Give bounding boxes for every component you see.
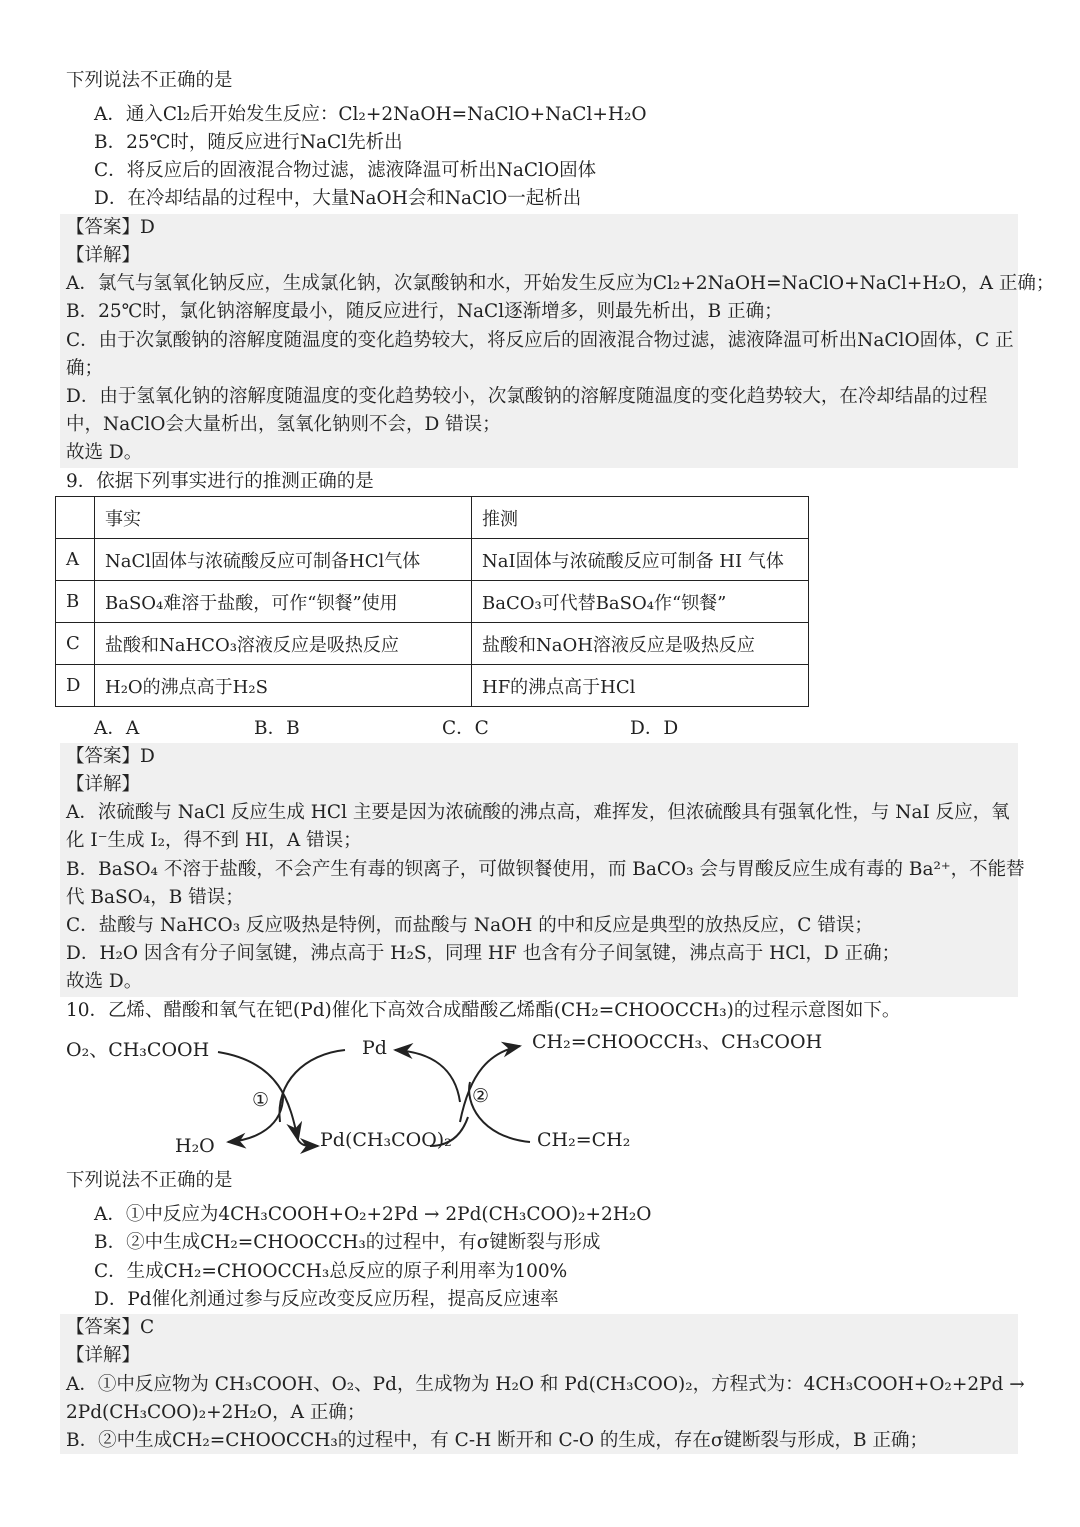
table-cell: NaCl固体与浓硫酸反应可制备HCl气体 <box>95 539 472 581</box>
q8-detail-line: A．氯气与氢氧化钠反应，生成氯化钠，次氯酸钠和水，开始发生反应为Cl₂+2NaOH=NaClO+NaCl+H₂O，A 正确； <box>66 273 1055 294</box>
q9-choice-b: B．B <box>254 718 300 739</box>
q8-option-c: C．将反应后的固液混合物过滤，滤液降温可析出NaClO固体 <box>94 160 597 181</box>
q9-answer: 【答案】D <box>66 746 155 767</box>
q8-detail-line: C．由于次氯酸钠的溶解度随温度的变化趋势较大，将反应后的固液混合物过滤，滤液降温可析出NaClO固体，C 正 <box>66 330 1014 351</box>
q8-option-d: D．在冷却结晶的过程中，大量NaOH会和NaClO一起析出 <box>94 188 582 209</box>
q8-detail-line: 故选 D。 <box>66 442 143 463</box>
table-row <box>56 665 809 707</box>
arc-arrow <box>298 1140 318 1146</box>
q8-option-a: A．通入Cl₂后开始发生反应：Cl₂+2NaOH=NaClO+NaCl+H₂O <box>94 104 647 125</box>
q9-choice-d: D．D <box>630 718 679 739</box>
q10-option-c: C．生成CH₂=CHOOCCH₃总反应的原子利用率为100% <box>94 1261 568 1282</box>
table-header-row <box>56 497 809 539</box>
q9-detail-label: 【详解】 <box>66 774 141 795</box>
step2-label: ② <box>472 1085 490 1107</box>
reactants-label: O₂、CH₃COOH <box>66 1039 210 1061</box>
q9-detail-line: 化 I⁻生成 I₂，得不到 HI，A 错误； <box>66 830 362 851</box>
table-cell: NaI固体与浓硫酸反应可制备 HI 气体 <box>472 539 809 581</box>
q9-detail-line: 故选 D。 <box>66 971 143 992</box>
table-cell: H₂O的沸点高于H₂S <box>95 665 472 707</box>
q8-option-b: B．25℃时，随反应进行NaCl先析出 <box>94 132 403 153</box>
table-cell: HF的沸点高于HCl <box>472 665 809 707</box>
q8-answer: 【答案】D <box>66 217 155 238</box>
table-cell: D <box>56 665 95 707</box>
q10-stem2: 下列说法不正确的是 <box>66 1170 233 1191</box>
table-cell: A <box>56 539 95 581</box>
table-header-cell: 推测 <box>472 497 809 539</box>
q10-answer: 【答案】C <box>66 1317 155 1338</box>
table-cell: C <box>56 623 95 665</box>
q9-choice-c: C．C <box>442 718 489 739</box>
q9-detail-line: C．盐酸与 NaHCO₃ 反应吸热是特例，而盐酸与 NaOH 的中和反应是典型的放热反应，C 错误； <box>66 915 873 936</box>
ethylene-label: CH₂=CH₂ <box>537 1129 631 1151</box>
q10-option-a: A．①中反应为4CH₃COOH+O₂+2Pd → 2Pd(CH₃COO)₂+2H₂O <box>94 1204 652 1225</box>
q9-detail-line: B．BaSO₄ 不溶于盐酸，不会产生有毒的钡离子，可做钡餐使用，而 BaCO₃ 会与胃酸反应生成有毒的 Ba²⁺，不能替 <box>66 859 1025 880</box>
catalytic-cycle-diagram <box>0 1022 1080 1170</box>
table-cell: 盐酸和NaOH溶液反应是吸热反应 <box>472 623 809 665</box>
table-cell: 盐酸和NaHCO₃溶液反应是吸热反应 <box>95 623 472 665</box>
table-cell: B <box>56 581 95 623</box>
q9-detail-line: A．浓硫酸与 NaCl 反应生成 HCl 主要是因为浓硫酸的沸点高，难挥发，但浓硫酸具有强氧化性，与 NaI 反应，氧 <box>66 802 1010 823</box>
pd-acetate-label: Pd(CH₃COO)₂ <box>320 1129 452 1151</box>
q8-stem: 下列说法不正确的是 <box>66 70 233 91</box>
q8-detail-line: 确； <box>66 358 104 379</box>
table-header-cell: 事实 <box>95 497 472 539</box>
arc-arrow <box>395 1050 460 1102</box>
table-cell: BaCO₃可代替BaSO₄作“钡餐” <box>472 581 809 623</box>
products-label: CH₂=CHOOCCH₃、CH₃COOH <box>532 1031 823 1053</box>
arc-line <box>279 1050 345 1122</box>
q8-detail-label: 【详解】 <box>66 245 141 266</box>
q10-stem: 10．乙烯、醋酸和氧气在钯(Pd)催化下高效合成醋酸乙烯酯(CH₂=CHOOCCH₃)的过程示意图如下。 <box>66 1000 901 1021</box>
q10-detail-line: A．①中反应物为 CH₃COOH、O₂、Pd，生成物为 H₂O 和 Pd(CH₃COO)₂，方程式为：4CH₃COOH+O₂+2Pd → <box>66 1374 1025 1395</box>
q10-option-b: B．②中生成CH₂=CHOOCCH₃的过程中，有σ键断裂与形成 <box>94 1232 601 1253</box>
table-header-cell <box>56 497 95 539</box>
q9-stem: 9．依据下列事实进行的推测正确的是 <box>66 471 374 492</box>
q8-detail-line: 中，NaClO会大量析出，氢氧化钠则不会，D 错误； <box>66 414 501 435</box>
q9-detail-line: D．H₂O 因含有分子间氢键，沸点高于 H₂S，同理 HF 也含有分子间氢键，沸点高于 HCl，D 正确； <box>66 943 901 964</box>
q9-table <box>55 496 809 707</box>
q10-detail-label: 【详解】 <box>66 1345 141 1366</box>
q10-option-d: D．Pd催化剂通过参与反应改变反应历程，提高反应速率 <box>94 1289 559 1310</box>
pd-label: Pd <box>362 1037 387 1059</box>
q8-detail-line: B．25℃时，氯化钠溶解度最小，随反应进行，NaCl逐渐增多，则最先析出，B 正确； <box>66 301 783 322</box>
q9-detail-line: 代 BaSO₄，B 错误； <box>66 887 244 908</box>
q9-choice-a: A．A <box>94 718 140 739</box>
q8-detail-line: D．由于氢氧化钠的溶解度随温度的变化趋势较小，次氯酸钠的溶解度随温度的变化趋势较大，在冷却结晶的过程 <box>66 386 988 407</box>
table-cell: BaSO₄难溶于盐酸，可作“钡餐”使用 <box>95 581 472 623</box>
q10-detail-line: 2Pd(CH₃COO)₂+2H₂O，A 正确； <box>66 1402 366 1423</box>
step1-label: ① <box>252 1089 270 1111</box>
table-row <box>56 539 809 581</box>
q10-detail-line: B．②中生成CH₂=CHOOCCH₃的过程中，有 C-H 断开和 C-O 的生成，存在σ键断裂与形成，B 正确； <box>66 1430 929 1451</box>
water-label: H₂O <box>175 1135 215 1157</box>
table-row <box>56 581 809 623</box>
table-row <box>56 623 809 665</box>
